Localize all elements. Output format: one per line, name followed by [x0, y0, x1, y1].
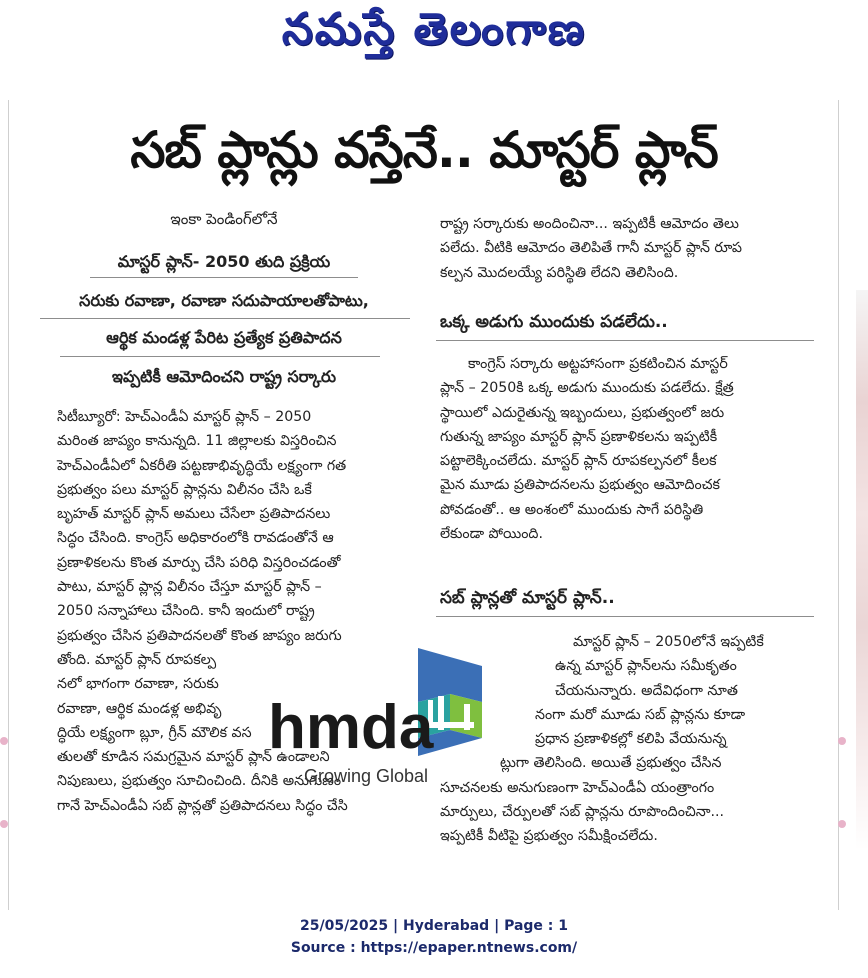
body-line: స్థాయిలో ఎదురైతున్న ఇబ్బందులు, ప్రభుత్వంలో జరు — [440, 404, 725, 421]
frame-left-border — [8, 100, 9, 910]
body-line: మరింత జాప్యం కానున్నది. 11 జిల్లాలకు విస్తరించిన — [57, 433, 337, 450]
body-line: రవాణా, ఆర్థిక మండళ్ల అభివృ — [57, 700, 222, 717]
body-line: బృహత్ మాస్టర్ ప్లాన్ అమలు చేసేలా ప్రతిపాదనలు — [57, 506, 331, 523]
deck-kicker: ఇంకా పెండింగ్‌లోనే — [170, 210, 278, 228]
masthead — [0, 0, 868, 76]
subheading-rule — [436, 340, 814, 341]
body-line: గానే హెచ్ఎండీఏ సబ్ ప్లాన్లతో ప్రతిపాదనలు సిద్ధం చేసి — [57, 797, 348, 814]
decorative-dot — [838, 820, 846, 828]
body-line: ఉన్న మాస్టర్ ప్లాన్‌లను సమీకృతం — [555, 658, 737, 675]
adjacent-page-strip — [856, 290, 868, 850]
body-line: పలేదు. వీటికి ఆమోదం తెలిపితే గానీ మాస్టర్ ప్లాన్ రూప — [440, 240, 742, 257]
deck-line-1: మాస్టర్ ప్లాన్- 2050 తుది ప్రక్రియ — [117, 252, 331, 271]
body-line: తోంది. మాస్టర్ ప్లాన్ రూపకల్ప — [57, 651, 217, 668]
body-line: మైన మూడు ప్రతిపాదనలను ప్రభుత్వం ఆమోదించక — [440, 477, 720, 494]
deck-rule — [60, 356, 380, 357]
deck-rule — [90, 277, 358, 278]
deck-line-2: సరుకు రవాణా, రవాణా సదుపాయాలతోపాటు, — [79, 291, 369, 310]
decorative-dot — [838, 737, 846, 745]
logo-wordmark: hmda — [268, 693, 434, 762]
body-line: నంగా మరో మూడు సబ్ ప్లాన్లను కూడా — [535, 706, 746, 723]
body-line: ప్రభుత్వం పలు మాస్టర్ ప్లాన్లను విలీనం చేసి ఒకే — [57, 481, 312, 498]
body-line: ప్లాన్ – 2050కి ఒక్క అడుగు ముందుకు పడలేదు. క్షేత్ర — [440, 380, 734, 397]
body-line: పోవడంతో.. ఆ అంశంలో ముందుకు సాగే పరిస్థితి — [440, 501, 704, 518]
decorative-dot — [0, 737, 8, 745]
hmda-logo — [268, 638, 508, 788]
right-column-top — [440, 212, 810, 285]
frame-right-border — [838, 100, 839, 910]
footer — [0, 915, 868, 959]
body-line: చేయనున్నారు. అదేవిధంగా నూత — [555, 682, 738, 699]
body-line: ఇప్పటికీ వీటిపై ప్రభుత్వం సమీక్షించలేదు. — [440, 828, 658, 845]
right-column-mid — [440, 352, 810, 546]
subheading-2: సబ్ ప్లాన్లతో మాస్టర్ ప్లాన్.. — [440, 588, 615, 608]
body-line: కల్పన మొదలయ్యే పరిస్థితి లేదని తెలిసింది. — [440, 264, 679, 281]
body-line: ద్ధియే లక్ష్యంగా బ్లూ, గ్రీన్ మౌలిక వస — [57, 724, 252, 741]
footer-source-line: Source : https://epaper.ntnews.com/ — [290, 940, 578, 956]
logo-tagline: Growing Global — [304, 766, 429, 786]
body-line: పాటు, మాస్టర్ ప్లాన్ల విలీనం చేస్తూ మాస్టర్ ప్లాన్ – — [57, 579, 322, 596]
decorative-dot — [0, 820, 8, 828]
body-line: మార్పులు, చేర్పులతో సబ్ ప్లాన్లను రూపొందించినా... — [440, 804, 725, 821]
body-line: మాస్టర్ ప్లాన్ – 2050లోనే ఇప్పటికే — [573, 634, 764, 650]
body-line: 2050 సన్నాహాలు చేసింది. కానీ ఇందులో రాష్ట్ర — [57, 603, 315, 620]
deck-rule — [40, 318, 410, 319]
deck-line-3: ఆర్థిక మండళ్ల పేరిట ప్రత్యేక ప్రతిపాదన — [106, 328, 342, 347]
body-line: పట్టాలెక్కించలేదు. మాస్టర్ ప్లాన్ రూపకల్పనలో కీలక — [440, 453, 717, 470]
body-line: తులతో కూడిన సమగ్రమైన మాస్టర్ ప్లాన్ ఉండాలని — [57, 749, 330, 766]
subheading-1: ఒక్క అడుగు ముందుకు పడలేదు.. — [440, 312, 668, 332]
body-line: నిపుణులు, ప్రభుత్వం సూచించింది. దీనికి అనుగుణం — [57, 773, 342, 790]
body-line: లేకుండా పోయింది. — [440, 526, 543, 543]
body-line: ప్రధాన ప్రణాళికల్లో కలిపి వేయనున్న — [535, 731, 727, 748]
body-line: గుతున్న జాప్యం మాస్టర్ ప్లాన్ ప్రణాళికలను ఇప్పటికీ — [440, 428, 718, 445]
article-headline: సబ్ ప్లాన్లు వస్తేనే.. మాస్టర్ ప్లాన్ — [130, 121, 718, 179]
deck-line-4: ఇప్పటికీ ఆమోదించని రాష్ట్ర సర్కారు — [111, 367, 337, 386]
footer-date-line: 25/05/2025 | Hyderabad | Page : 1 — [299, 918, 569, 934]
body-line: ప్రణాళికలను కొంత మార్పు చేసి పరిధి విస్తరించడంతో — [57, 554, 341, 571]
subheading-rule — [436, 616, 814, 617]
body-line: కాంగ్రెస్ సర్కారు అట్టహాసంగా ప్రకటించిన మాస్టర్ — [468, 356, 728, 372]
body-line: హెచ్ఎండీఏలో ఏకరీతి పట్టణాభివృద్ధియే లక్ష్యంగా గత — [57, 457, 347, 474]
body-line: ట్లుగా తెలిసింది. అయితే ప్రభుత్వం చేసిన — [500, 755, 722, 772]
newspaper-title: నమస్తే తెలంగాణ — [281, 4, 587, 55]
body-line: సిటీబ్యూరో: హెచ్ఎండీఏ మాస్టర్ ప్లాన్ – 2050 — [57, 409, 312, 425]
body-line: సూచనలకు అనుగుణంగా హెచ్ఎండీఏ యంత్రాంగం — [440, 779, 715, 796]
body-line: నలో భాగంగా రవాణా, సరుకు — [57, 676, 219, 693]
body-line: ప్రభుత్వం చేసిన ప్రతిపాదనలతో కొంత జాప్యం జరుగు — [57, 627, 342, 644]
body-line: సిద్ధం చేసింది. కాంగ్రెస్ అధికారంలోకి రావడంతోనే ఆ — [57, 530, 334, 547]
body-line: రాష్ట్ర సర్కారుకు అందించినా... ఇప్పటికీ ఆమోదం తెలు — [440, 216, 739, 232]
